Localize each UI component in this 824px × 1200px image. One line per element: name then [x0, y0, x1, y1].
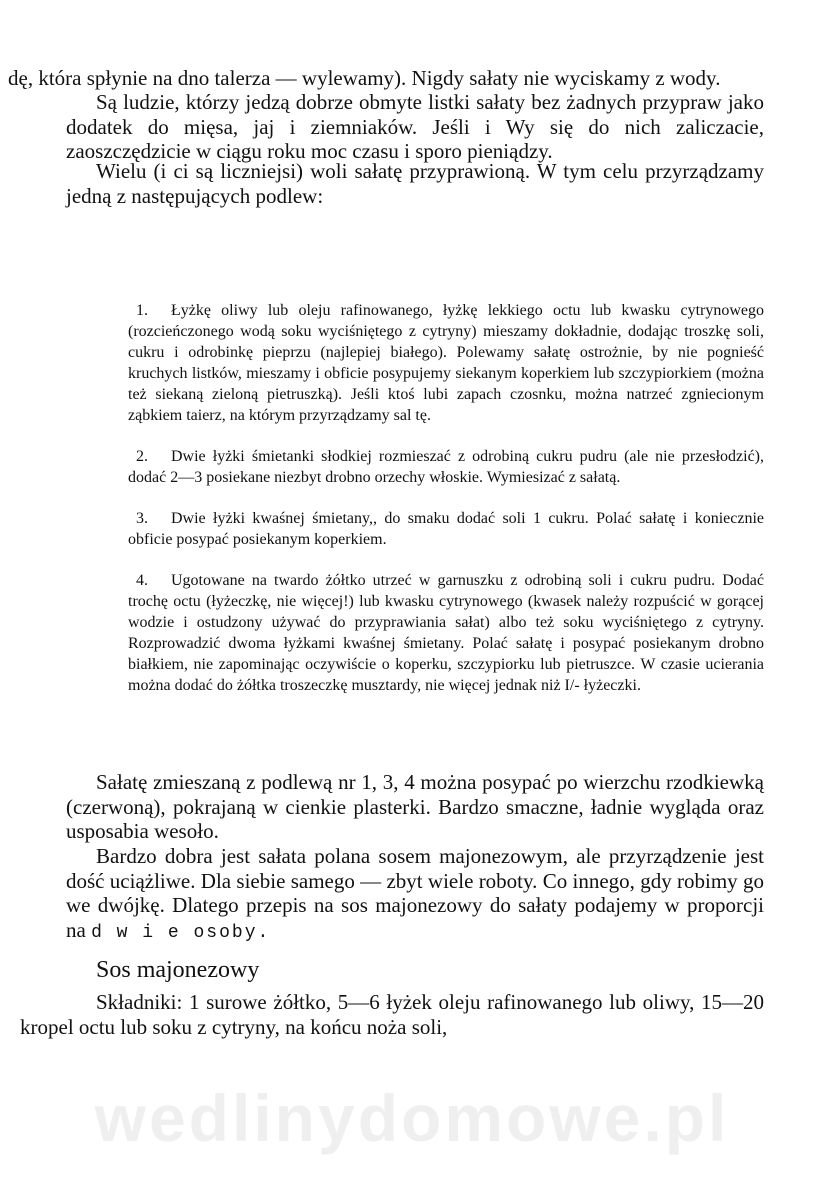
list-item-text: Łyżkę oliwy lub oleju rafinowanego, łyżkę lekkiego octu lub kwasku cytrynowego (rozcieńczonego wodą soku wyciśniętego z cytryny) mieszamy dokładnie, dodając troszkę soli, cukru i odrobinkę pieprzu (najlepiej białego). Polewamy sałatę ostrożnie, by nie pognieść kruchych listków, mieszamy i obficie posypujemy siekanym koperkiem lub szczypiorkiem (można też siekaną zieloną pietruszką). Jeśli ktoś lubi zapach czosnku, można natrzeć zgniecionym ząbkiem taierz, na którym przyrządzamy sal tę. — [128, 302, 764, 424]
list-item — [128, 446, 764, 488]
list-item-text: Dwie łyżki śmietanki słodkiej rozmieszać z odrobiną cukru pudru (ale nie przesłodzić), dodać 2—3 posiekane niezbyt drobno orzechy włoskie. Wymiesizać z sałatą. — [128, 448, 764, 486]
mayonnaise-intro-text: Bardzo dobra jest sałata polana sosem majonezowym, ale przyrządzenie jest dość uciążliwe. Dla siebie samego — zbyt wiele roboty. Co innego, gdy robimy go we dwójkę. Dlatego przepis na sos majonezowy do sałaty podajemy w proporcji na — [66, 844, 764, 942]
list-item-number: 2. — [136, 448, 148, 465]
section-heading: Sos majonezowy — [96, 957, 260, 983]
dressing-intro-paragraph: Wielu (i ci są liczniejsi) woli sałatę przyprawioną. W tym celu przyrządzamy jedną z następujących podlew: — [66, 159, 764, 208]
list-item-text: Ugotowane na twardo żółtko utrzeć w garnuszku z odrobiną soli i cukru pudru. Dodać trochę octu (łyżeczkę, nie więcej!) lub kwasku cytrynowego (kwasek należy rozpuścić w gorącej wodzie i ostudzony używać do przyprawiania sałat) albo też soku wyciśniętego z cytryny. Rozprowadzić dwoma łyżkami kwaśnej śmietany. Polać sałatę i posypać posiekanym drobno białkiem, nie zapominając oczywiście o koperku, szczypiorku lub pietruszce. W czasie ucierania można dodać do żółtka troszeczkę musztardy, nie więcej jednak niż I/- łyżeczki. — [128, 572, 764, 694]
radish-paragraph: Sałatę zmieszaną z podlewą nr 1, 3, 4 można posypać po wierzchu rzodkiewką (czerwoną), pokrajaną w cienkie plasterki. Bardzo smaczne, ładnie wygląda oraz usposabia wesoło. — [66, 770, 764, 843]
watermark: wedlinydomowe.pl — [94, 1081, 730, 1155]
list-item-text: Dwie łyżki kwaśnej śmietany,, do smaku dodać soli 1 cukru. Polać sałatę i koniecznie obficie posypać posiekanym koperkiem. — [128, 510, 764, 548]
mayonnaise-intro-paragraph — [66, 844, 764, 945]
dressing-list — [128, 300, 764, 752]
list-item-number: 1. — [136, 302, 148, 319]
ingredients-paragraph: Składniki: 1 surowe żółtko, 5—6 łyżek oleju rafinowanego lub oliwy, 15—20 kropel octu lub soku z cytryny, na końcu noża soli, — [20, 990, 764, 1039]
list-item — [128, 300, 764, 426]
list-item-number: 4. — [136, 572, 148, 589]
continuation-paragraph: dę, która spłynie na dno talerza — wylewamy). Nigdy sałaty nie wyciskamy z wody. — [8, 66, 721, 90]
list-item — [128, 508, 764, 550]
intro-paragraph: Są ludzie, którzy jedzą dobrze obmyte listki sałaty bez żadnych przypraw jako dodatek do mięsa, jaj i ziemniaków. Jeśli i Wy się do nich zaliczacie, zaoszczędzicie w ciągu roku moc czasu i sporo pieniądzy. — [66, 90, 764, 163]
spaced-emphasis: d w i e osoby. — [91, 922, 271, 943]
list-item-number: 3. — [136, 510, 148, 527]
list-item — [128, 570, 764, 696]
